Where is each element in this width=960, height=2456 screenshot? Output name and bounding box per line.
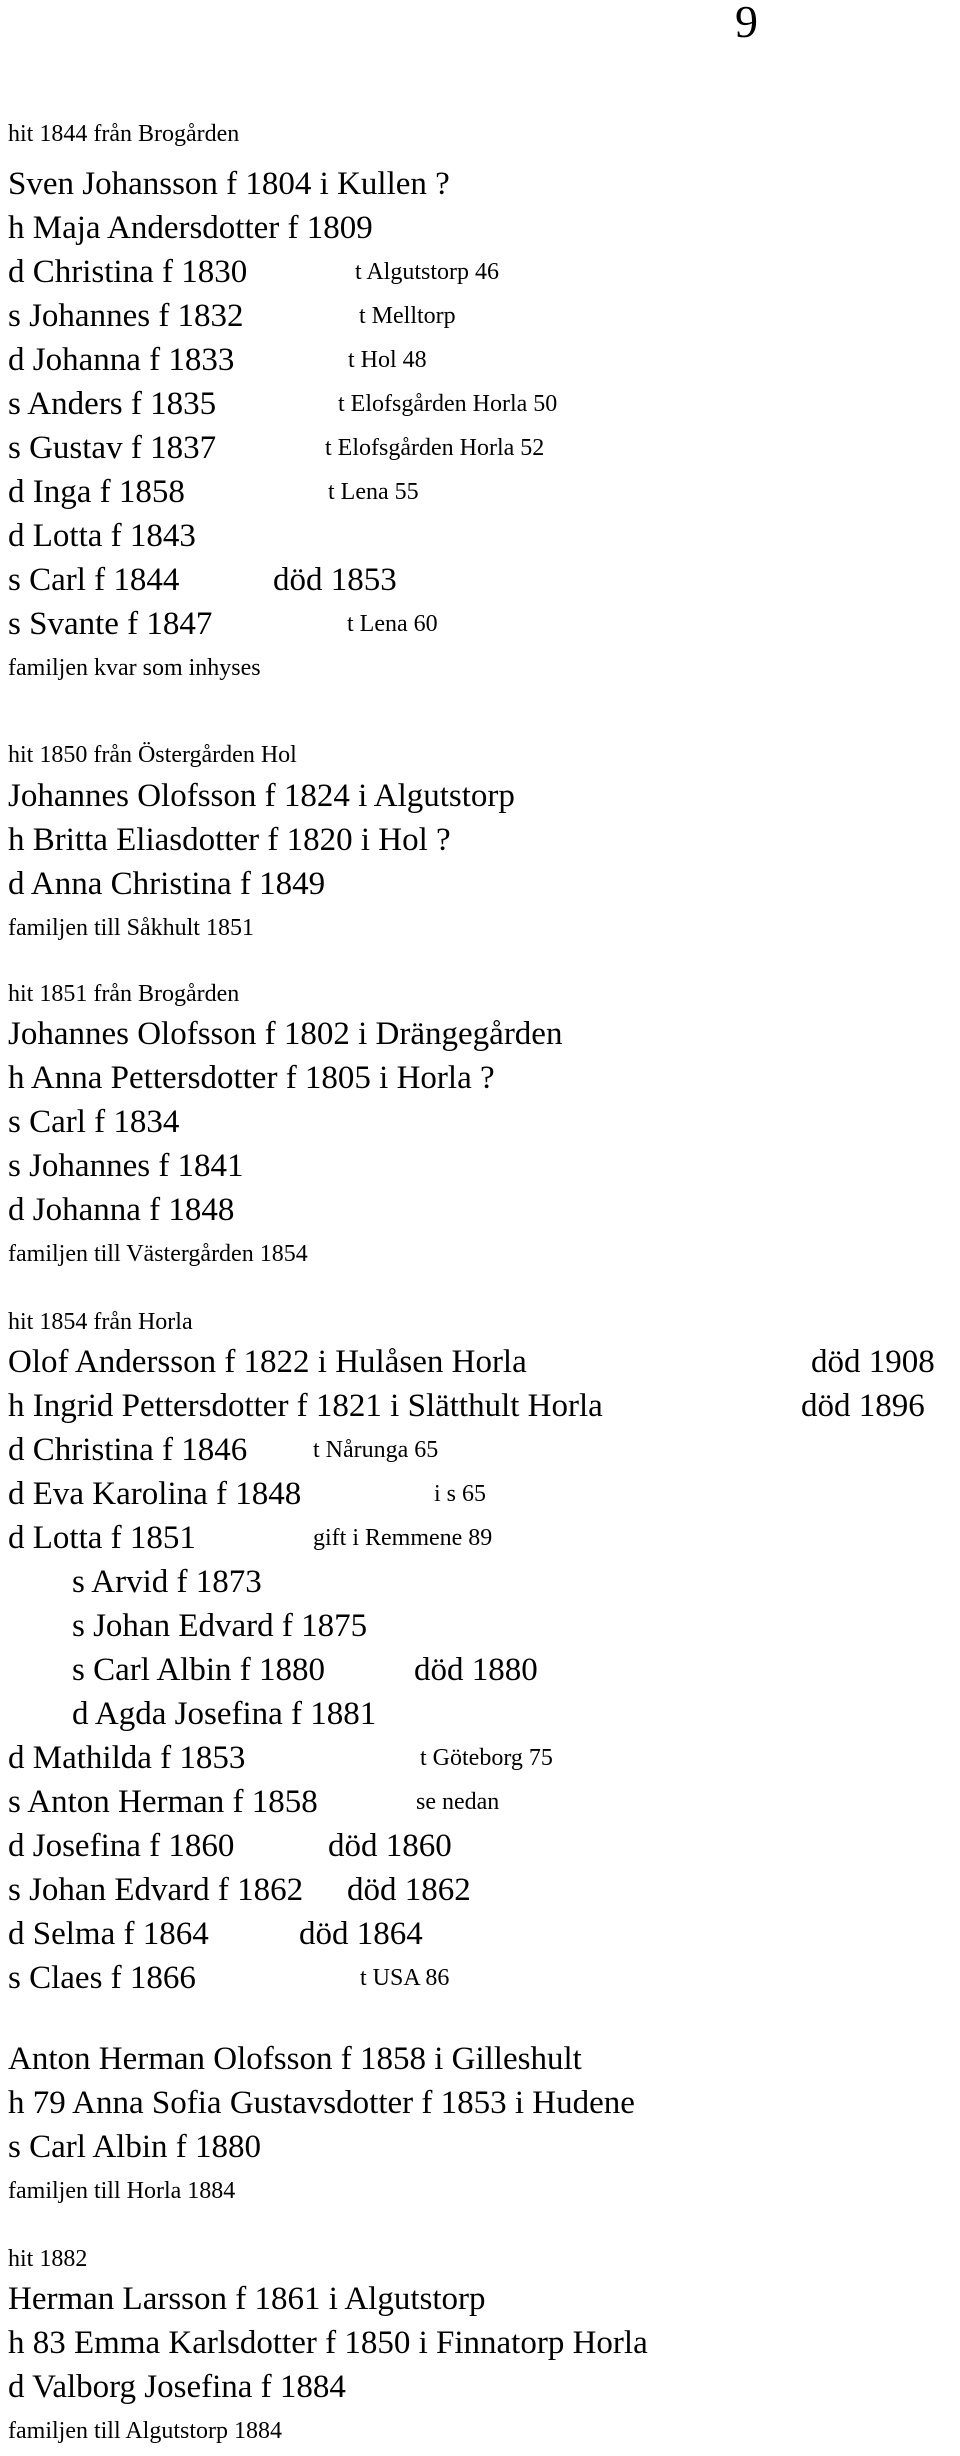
entry-text: s Arvid f 1873 (72, 1564, 262, 1600)
entry-text: s Carl Albin f 1880 (72, 1652, 325, 1688)
entry-note: gift i Remmene 89 (313, 1525, 493, 1551)
entry-note: t Göteborg 75 (420, 1745, 553, 1771)
entry-note: t Hol 48 (348, 347, 427, 373)
entry-note: t Melltorp (359, 303, 456, 329)
entry-note: död 1860 (328, 1828, 452, 1864)
entry-note: se nedan (416, 1789, 500, 1815)
entry-note: i s 65 (434, 1481, 487, 1507)
entry-text: d Josefina f 1860 (8, 1828, 235, 1864)
entry-note: t Elofsgården Horla 50 (338, 391, 558, 417)
entry-text: s Carl Albin f 1880 (8, 2129, 261, 2165)
entry-text: d Lotta f 1851 (8, 1520, 196, 1556)
entry-text: hit 1850 från Östergården Hol (8, 742, 297, 768)
entry-text: d Agda Josefina f 1881 (72, 1696, 377, 1732)
entry-note: död 1862 (347, 1872, 471, 1908)
entry-text: hit 1851 från Brogården (8, 981, 240, 1007)
entry-text: d Mathilda f 1853 (8, 1740, 246, 1776)
entry-note: t Lena 60 (347, 611, 438, 637)
entry-text: familjen till Algutstorp 1884 (8, 2418, 282, 2444)
entry-text: Olof Andersson f 1822 i Hulåsen Horla (8, 1344, 527, 1380)
entry-text: h Britta Eliasdotter f 1820 i Hol ? (8, 822, 451, 858)
entry-note: död 1864 (299, 1916, 423, 1952)
entry-text: s Gustav f 1837 (8, 430, 217, 466)
entry-text: d Johanna f 1833 (8, 342, 235, 378)
entry-text: s Anton Herman f 1858 (8, 1784, 318, 1820)
entry-text: h Ingrid Pettersdotter f 1821 i Slätthult Horla (8, 1388, 603, 1424)
entry-text: Johannes Olofsson f 1802 i Drängegården (8, 1016, 563, 1052)
entry-note: t Elofsgården Horla 52 (325, 435, 545, 461)
entry-text: h 79 Anna Sofia Gustavsdotter f 1853 i Hudene (8, 2085, 635, 2121)
page-number: 9 (735, 0, 758, 47)
entry-text: s Carl f 1844 (8, 562, 180, 598)
entry-text: hit 1844 från Brogården (8, 121, 240, 147)
entry-text: d Christina f 1846 (8, 1432, 248, 1468)
entry-text: s Johannes f 1832 (8, 298, 244, 334)
entry-text: d Valborg Josefina f 1884 (8, 2369, 346, 2405)
entry-note: död 1853 (273, 562, 397, 598)
entry-text: d Selma f 1864 (8, 1916, 209, 1952)
entry-text: familjen till Västergården 1854 (8, 1241, 308, 1267)
entry-note: död 1896 (801, 1388, 925, 1424)
entry-text: s Anders f 1835 (8, 386, 217, 422)
entry-text: s Carl f 1834 (8, 1104, 180, 1140)
entry-text: s Johannes f 1841 (8, 1148, 244, 1184)
entry-note: död 1880 (414, 1652, 538, 1688)
entry-note: t Lena 55 (328, 479, 419, 505)
entry-text: d Johanna f 1848 (8, 1192, 235, 1228)
entry-text: Herman Larsson f 1861 i Algutstorp (8, 2281, 486, 2317)
entry-text: s Claes f 1866 (8, 1960, 196, 1996)
entry-text: Sven Johansson f 1804 i Kullen ? (8, 166, 450, 202)
entry-text: hit 1854 från Horla (8, 1309, 193, 1335)
entry-text: s Svante f 1847 (8, 606, 213, 642)
entry-text: hit 1882 (8, 2246, 88, 2272)
entry-text: s Johan Edvard f 1862 (8, 1872, 304, 1908)
entry-note: död 1908 (811, 1344, 935, 1380)
entry-text: d Eva Karolina f 1848 (8, 1476, 302, 1512)
entry-text: Johannes Olofsson f 1824 i Algutstorp (8, 778, 515, 814)
entry-text: familjen till Såkhult 1851 (8, 915, 254, 941)
entry-note: t Algutstorp 46 (355, 259, 500, 285)
entry-text: h Maja Andersdotter f 1809 (8, 210, 373, 246)
entry-text: d Inga f 1858 (8, 474, 185, 510)
entry-note: t USA 86 (360, 1965, 450, 1991)
entry-text: h 83 Emma Karlsdotter f 1850 i Finnatorp Horla (8, 2325, 648, 2361)
entry-note: t Nårunga 65 (313, 1437, 439, 1463)
entry-text: d Lotta f 1843 (8, 518, 196, 554)
entry-text: Anton Herman Olofsson f 1858 i Gilleshult (8, 2041, 582, 2077)
entry-text: d Anna Christina f 1849 (8, 866, 326, 902)
entry-text: familjen kvar som inhyses (8, 655, 261, 681)
entry-text: d Christina f 1830 (8, 254, 248, 290)
entry-text: s Johan Edvard f 1875 (72, 1608, 368, 1644)
entry-text: h Anna Pettersdotter f 1805 i Horla ? (8, 1060, 495, 1096)
entry-text: familjen till Horla 1884 (8, 2178, 236, 2204)
